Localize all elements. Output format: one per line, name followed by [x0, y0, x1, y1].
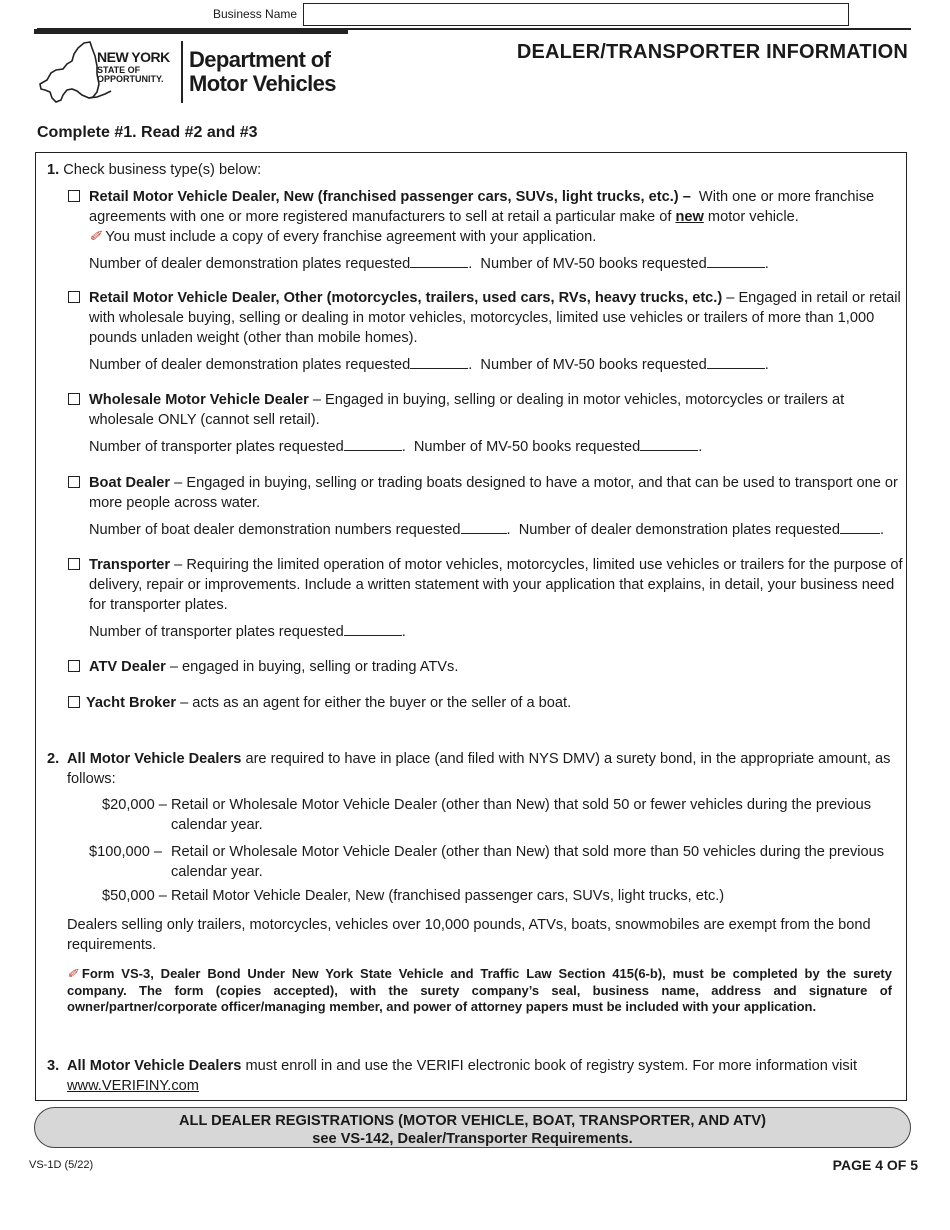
request-label: Number of transporter plates requested [89, 624, 344, 640]
request-label: Number of transporter plates requested [89, 439, 344, 455]
section1-heading [47, 160, 261, 180]
item-title: Yacht Broker [86, 695, 177, 711]
bond-amount: $20,000 – [102, 797, 167, 813]
checkbox-retail-other[interactable] [68, 291, 80, 303]
section2-number-text: 2. [47, 751, 60, 767]
item-title: Retail Motor Vehicle Dealer, New (franchised passenger cars, SUVs, light trucks, etc.) – [89, 189, 691, 205]
page-number: PAGE 4 OF 5 [832, 1157, 918, 1173]
form-code: VS-1D (5/22) [29, 1159, 94, 1171]
request-label: Number of MV-50 books requested [480, 256, 707, 272]
section3-number [47, 1056, 59, 1076]
business-type-yacht-broker [68, 693, 904, 713]
checkbox-boat-dealer[interactable] [68, 476, 80, 488]
logo-divider [181, 41, 183, 103]
section1-title: Check business type(s) below: [63, 162, 262, 178]
section3-number-text: 3. [47, 1058, 60, 1074]
logo-state-line1: NEW YORK [97, 49, 170, 65]
item-title: Retail Motor Vehicle Dealer, Other (motorcycles, trailers, used cars, RVs, heavy trucks, etc.) [89, 290, 723, 306]
demo-plates-field[interactable] [410, 354, 468, 369]
item-title: ATV Dealer [89, 659, 166, 675]
logo-bar [34, 29, 348, 34]
business-type-retail-new: Retail Motor Vehicle Dealer, New (franchised passenger cars, SUVs, light trucks, etc.) – With one or more franchise agreements with one or more registered manufacturers to sell at retail a particular make of new motor vehicle. ✐ You must include a copy of every franchise agreement with your application. Number of dealer demonstration plates requested . Number of MV-50 books requested . [68, 187, 904, 274]
demo-plates-field[interactable] [410, 253, 468, 268]
checkbox-wholesale[interactable] [68, 393, 80, 405]
form-title: DEALER/TRANSPORTER INFORMATION [516, 41, 908, 63]
request-label: Number of MV-50 books requested [413, 439, 641, 455]
request-label: Number of MV-50 books requested [480, 357, 707, 373]
banner-line2: see VS-142, Dealer/Transporter Requirements. [312, 1131, 633, 1147]
item-text: – Engaged in buying, selling or dealing in motor vehicles, motorcycles or trailers at wholesale ONLY (cannot sell retail). [89, 392, 845, 428]
item-title: Boat Dealer [89, 475, 171, 491]
item-text: – acts as an agent for either the buyer or the seller of a boat. [180, 695, 572, 711]
nys-dmv-logo [37, 40, 357, 104]
demo-plates-field[interactable] [840, 519, 880, 534]
item-emphasis: new [675, 209, 704, 225]
logo-state-line3: OPPORTUNITY. [97, 74, 164, 84]
section2-bold: All Motor Vehicle Dealers [67, 751, 242, 767]
item-note: You must include a copy of every franchise agreement with your application. [105, 229, 597, 245]
request-label: Number of dealer demonstration plates requested [89, 357, 411, 373]
bond-amount: $50,000 – [102, 888, 167, 904]
section2-intro [67, 749, 892, 789]
verifiny-link[interactable]: www.VERIFINY.com [67, 1078, 199, 1094]
section3-text: must enroll in and use the VERIFI electronic book of registry system. For more information visit [245, 1058, 858, 1074]
section3-bold: All Motor Vehicle Dealers [67, 1058, 242, 1074]
business-type-atv-dealer [68, 657, 904, 677]
checkbox-atv-dealer[interactable] [68, 660, 80, 672]
logo-dept-line2: Motor Vehicles [189, 71, 336, 96]
pencil-icon: ✐ [67, 966, 78, 981]
bond-desc: Retail or Wholesale Motor Vehicle Dealer (other than New) that sold more than 50 vehicles during the previous calendar year. [171, 844, 885, 880]
request-label: Number of dealer demonstration plates requested [518, 522, 840, 538]
item-title: Wholesale Motor Vehicle Dealer [89, 392, 309, 408]
request-label: Number of boat dealer demonstration numbers requested [89, 522, 461, 538]
bond-note-text: Form VS-3, Dealer Bond Under New York State Vehicle and Traffic Law Section 415(6-b), must be completed by the surety company. The form (copies accepted), with the surety company’s seal, business name, address and signature of owner/partner/corporate officer/managing member, and power of attorney papers must be included with your application. [67, 966, 892, 1014]
item-text: – Engaged in retail or retail with wholesale buying, selling or dealing in motor vehicles, motorcycles, limited use vehicles or trailers of more than 1,000 pounds unladen weight (other than mobile homes). [89, 290, 901, 346]
business-type-boat-dealer: Boat Dealer – Engaged in buying, selling or trading boats designed to have a motor, and that can be used to transport one or more people across water. Number of boat dealer demonstration numbers requested . Number of dealer demonstration plates requested . [68, 473, 904, 540]
request-label: Number of dealer demonstration plates requested [89, 256, 411, 272]
banner-line1: ALL DEALER REGISTRATIONS (MOTOR VEHICLE, BOAT, TRANSPORTER, AND ATV) [179, 1113, 766, 1129]
bond-desc: Retail Motor Vehicle Dealer, New (franchised passenger cars, SUVs, light trucks, etc.) [171, 888, 725, 904]
bond-exempt-text: Dealers selling only trailers, motorcycles, vehicles over 10,000 pounds, ATVs, boats, snowmobiles are exempt from the bond requirements. [67, 917, 871, 953]
mv50-books-field[interactable] [707, 354, 765, 369]
business-type-retail-other: Retail Motor Vehicle Dealer, Other (motorcycles, trailers, used cars, RVs, heavy trucks, etc.) – Engaged in retail or retail with wholesale buying, selling or dealing in motor vehicles, motorcycles, limited use vehicles or trailers of more than 1,000 pounds unladen weight (other than mobile homes). Number of dealer demonstration plates requested . Number of MV-50 books requested . [68, 288, 904, 375]
section3-text-block [67, 1056, 892, 1096]
item-text: – engaged in buying, selling or trading ATVs. [169, 659, 459, 675]
mv50-books-field[interactable] [640, 436, 698, 451]
instructions: Complete #1. Read #2 and #3 [37, 124, 258, 141]
business-type-wholesale: Wholesale Motor Vehicle Dealer – Engaged in buying, selling or dealing in motor vehicles, motorcycles or trailers at wholesale ONLY (cannot sell retail). Number of transporter plates requested . Number of MV-50 books requested . [68, 390, 904, 457]
item-text: – Requiring the limited operation of motor vehicles, motorcycles, limited use vehicles or trailers for the purpose of delivery, repair or improvements. Include a written statement with your application that explains, in detail, your business need for transporter plates. [89, 557, 903, 613]
bond-amount: $100,000 – [89, 844, 163, 860]
section1-number: 1. [47, 162, 60, 178]
checkbox-yacht-broker[interactable] [68, 696, 80, 708]
boat-demo-numbers-field[interactable] [461, 519, 507, 534]
checkbox-retail-new[interactable] [68, 190, 80, 202]
bond-form-note [67, 966, 892, 1016]
section2-text: are required to have in place (and filed with NYS DMV) a surety bond, in the appropriate amount, as follows: [67, 751, 891, 787]
item-text: – Engaged in buying, selling or trading boats designed to have a motor, and that can be used to transport one or more people across water. [89, 475, 898, 511]
item-text-end: motor vehicle. [707, 209, 799, 225]
section2-number [47, 749, 59, 769]
item-title: Transporter [89, 557, 171, 573]
dealer-registrations-banner [34, 1107, 911, 1148]
business-name-field[interactable] [303, 3, 849, 26]
logo-state-line2: STATE OF [97, 65, 141, 75]
pencil-icon: ✐ [89, 229, 102, 245]
mv50-books-field[interactable] [707, 253, 765, 268]
item-text: With one or more franchise agreements with one or more registered manufacturers to sell at retail a particular make of [89, 189, 875, 225]
transporter-plates-field[interactable] [344, 621, 402, 636]
business-name-label: Business Name [213, 7, 298, 21]
business-type-transporter: Transporter – Requiring the limited operation of motor vehicles, motorcycles, limited use vehicles or trailers for the purpose of delivery, repair or improvements. Include a written statement with your application that explains, in detail, your business need for transporter plates. Number of transporter plates requested . [68, 555, 904, 642]
bond-desc: Retail or Wholesale Motor Vehicle Dealer (other than New) that sold 50 or fewer vehicles during the previous calendar year. [171, 797, 872, 833]
logo-dept-line1: Department of [189, 47, 331, 72]
checkbox-transporter[interactable] [68, 558, 80, 570]
transporter-plates-field[interactable] [344, 436, 402, 451]
